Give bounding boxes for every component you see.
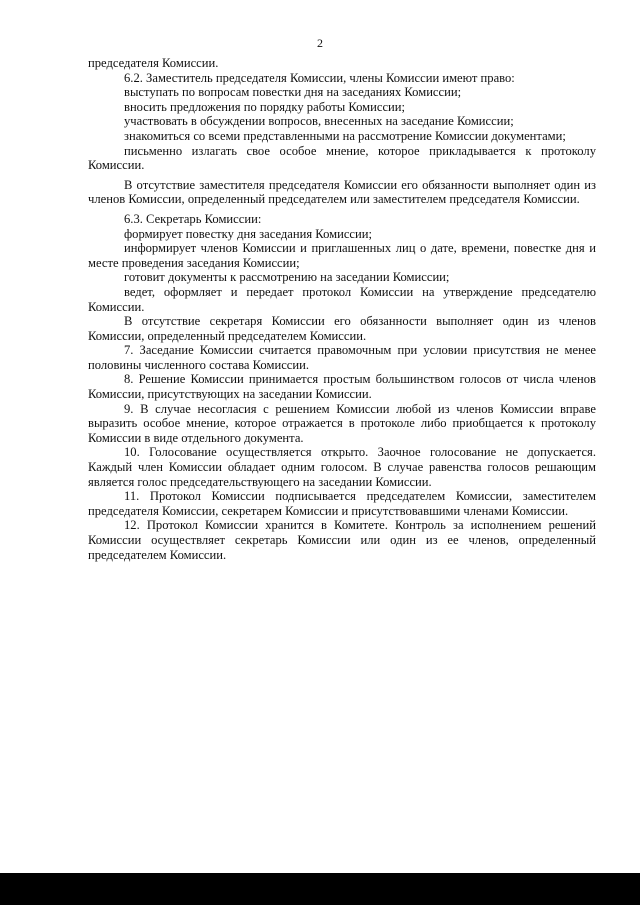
paragraph-6-2-heading: 6.2. Заместитель председателя Комиссии, члены Комиссии имеют право: (124, 70, 515, 85)
paragraph-6-2-item-3: участвовать в обсуждении вопросов, внесенных на заседание Комиссии; (124, 114, 514, 129)
paragraph-11: 11. Протокол Комиссии подписывается председателем Комиссии, заместителем председателя Комиссии, секретарем Комиссии и присутствовавшими членами Комиссии. (88, 489, 596, 518)
paragraph-6-2-item-2: вносить предложения по порядку работы Комиссии; (124, 99, 406, 114)
paragraph-9: 9. В случае несогласия с решением Комиссии любой из членов Комиссии вправе выразить особое мнение, которое отражается в протоколе либо приобщается к протоколу Комиссии в виде отдельного документа. (88, 401, 596, 445)
paragraph-7: 7. Заседание Комиссии считается правомочным при условии присутствия не менее половины численного состава Комиссии. (88, 343, 596, 372)
paragraph-8: 8. Решение Комиссии принимается простым большинством голосов от числа членов Комиссии, присутствующих на заседании Комиссии. (88, 372, 596, 402)
paragraph-6-2-item-4: знакомиться со всеми представленными на рассмотрение Комиссии документами; (124, 128, 566, 143)
paragraph-6-3-item-4: ведет, оформляет и передает протокол Комиссии на утверждение председателю Комиссии. (88, 284, 596, 314)
page-number: 2 (317, 36, 323, 50)
paragraph-6-3-item-1: формирует повестку дня заседания Комиссии; (124, 226, 373, 241)
paragraph-10: 10. Голосование осуществляется открыто. Заочное голосование не допускается. Каждый член Комиссии обладает одним голосом. В случае равенства голосов решающим является голос председательствующего на заседании Комиссии. (88, 445, 596, 489)
paragraph-6-2-item-5: письменно излагать свое особое мнение, которое прикладывается к протоколу Комиссии. (88, 143, 596, 173)
paragraph-6-3-item-2: информирует членов Комиссии и приглашенных лиц о дате, времени, повестке дня и месте проведения заседания Комиссии; (88, 241, 596, 270)
paragraph-6-3-heading: 6.3. Секретарь Комиссии: (124, 211, 262, 226)
document-body (88, 56, 596, 562)
paragraph-12: 12. Протокол Комиссии хранится в Комитете. Контроль за исполнением решений Комиссии осуществляет секретарь Комиссии или один из ее членов, определенный председателем Комиссии. (88, 518, 596, 562)
paragraph-secretary-absence: В отсутствие секретаря Комиссии его обязанности выполняет один из членов Комиссии, определенный председателем Комиссии. (88, 314, 596, 343)
scan-edge-shadow (0, 873, 640, 905)
paragraph-continuation: председателя Комиссии. (88, 56, 219, 70)
paragraph-deputy-absence: В отсутствие заместителя председателя Комиссии его обязанности выполняет один из членов Комиссии, определенный председателем или заместителем председателя Комиссии. (88, 177, 596, 207)
paragraph-6-2-item-1: выступать по вопросам повестки дня на заседаниях Комиссии; (124, 85, 462, 100)
paragraph-6-3-item-3: готовит документы к рассмотрению на заседании Комиссии; (124, 270, 450, 285)
